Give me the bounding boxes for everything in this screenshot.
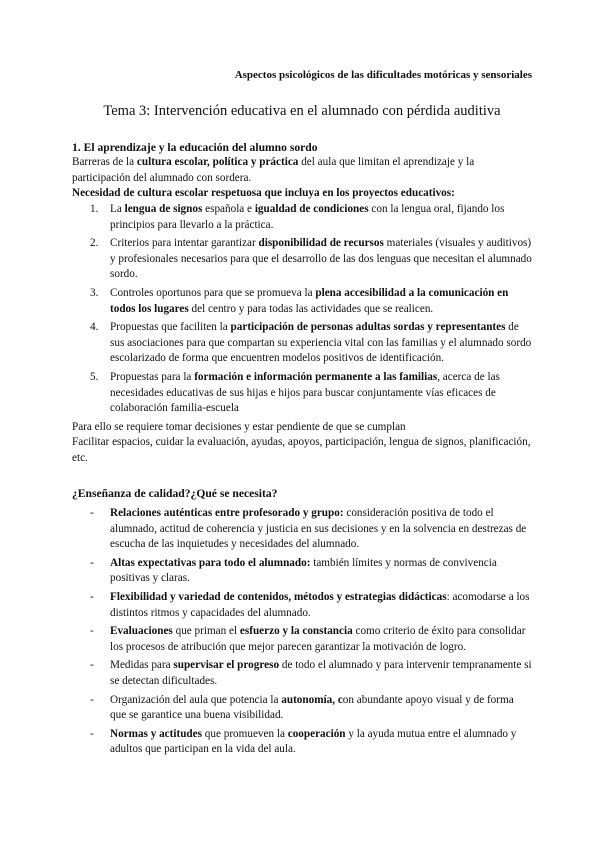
text-run: materiales (visuales y auditivos) y profesionales necesarios para que el desarrollo de las dos lenguas que necesitan el alumnado sordo. (110, 237, 532, 281)
text-run: que promueven la (201, 727, 288, 740)
list-item (72, 556, 532, 587)
list-number: 2. (90, 237, 99, 250)
text-run: del aula que limitan el aprendizaje y la participación del alumnado con sordera. (72, 156, 475, 184)
bold-text: plena accesibilidad a la comunicación en todos los lugares (110, 286, 509, 315)
text-run: Propuestas que faciliten la (110, 321, 231, 334)
text-run: Organización del aula que potencia la (110, 693, 282, 706)
bold-text: disponibilidad de recursos (258, 237, 384, 250)
dash-bullet: - (90, 659, 94, 672)
list-item (72, 370, 532, 417)
list-item (72, 236, 532, 283)
text-run: La (110, 202, 125, 215)
spacer (72, 466, 532, 486)
dash-bullet: - (90, 591, 94, 604)
bold-text: esfuerzo y la constancia (239, 625, 353, 638)
dash-bullet: - (90, 507, 94, 520)
text-run: : acomodarse a los distintos ritmos y capacidades del alumnado. (110, 591, 530, 619)
text-run: Barreras de la (72, 156, 137, 169)
text-run: consideración positiva de todo el alumnado, actitud de coherencia y justicia en sus decisiones y en la solvencia en destrezas de escucha de las inquietudes y necesidades del alumnado. (110, 507, 527, 551)
text-run: Criterios para intentar garantizar (110, 237, 259, 250)
text-run: on abundante apoyo visual y de forma que se garantice una buena visibilidad. (110, 693, 514, 722)
list-number: 5. (90, 370, 99, 383)
section-1-subheading: Necesidad de cultura escolar respetuosa que incluya en los proyectos educativos: (72, 187, 455, 200)
text-run: también límites y normas de convivencia positivas y claras. (110, 556, 497, 585)
bold-text: lengua de signos (124, 202, 203, 215)
text-run: de todo el alumnado y para intervenir tempranamente si se detectan dificultades. (110, 659, 532, 687)
list-item (72, 506, 532, 553)
bold-text: Evaluaciones (110, 625, 173, 638)
list-item (72, 202, 532, 233)
list-number: 4. (90, 321, 99, 334)
bold-text: Flexibilidad y variedad de contenidos, métodos y estrategias didácticas (110, 591, 447, 604)
list-item (72, 658, 532, 689)
list-item (72, 320, 532, 367)
text-run: de sus asociaciones para que compartan su experiencia vital con las familias y el alumnado sordo escolarizado de forma que encuentren modelos positivos de identificación. (110, 321, 532, 365)
running-header: Aspectos psicológicos de las dificultades motóricas y sensoriales (234, 69, 532, 81)
bold-text: cultura escolar, política y práctica (136, 156, 299, 169)
bold-text: cooperación (287, 727, 346, 740)
document-page (72, 68, 532, 761)
bold-text: autonomía, c (281, 693, 343, 706)
list-item (72, 286, 532, 317)
text-run: y la ayuda mutua entre el alumnado y adultos que participan en la vida del aula. (110, 727, 517, 756)
dash-bullet: - (90, 727, 94, 740)
bold-text: formación e información permanente a las familias (194, 370, 438, 383)
bold-text: igualdad de condiciones (254, 202, 369, 215)
text-run: española e (202, 202, 255, 215)
section-1-closing-1: Para ello se requiere tomar decisiones y estar pendiente de que se cumplan (72, 420, 406, 433)
text-run: Controles oportunos para que se promueva la (110, 286, 316, 299)
list-item (72, 727, 532, 758)
bold-text: Altas expectativas para todo el alumnado: (110, 556, 311, 569)
text-run: con la lengua oral, fijando los principios para llevarlo a la práctica. (110, 202, 505, 231)
section-1-intro (72, 155, 532, 186)
bold-text: participación de personas adultas sordas y representantes (230, 321, 506, 334)
text-run: , acerca de las necesidades educativas de sus hijas e hijos para buscar conjuntamente vías eficaces de colaboración familia-escuela (110, 370, 500, 415)
list-number: 3. (90, 286, 99, 299)
text-run: Propuestas para la (110, 370, 195, 383)
bold-text: Relaciones auténticas entre profesorado y grupo: (110, 507, 344, 520)
bold-text: supervisar el progreso (173, 659, 280, 672)
dash-bullet: - (90, 693, 94, 706)
dash-bullet: - (90, 556, 94, 569)
list-item (72, 590, 532, 621)
text-run: Medidas para (110, 659, 174, 672)
page-title: Tema 3: Intervención educativa en el alumnado con pérdida auditiva (103, 102, 501, 119)
section-1-heading: 1. El aprendizaje y la educación del alumno sordo (72, 140, 318, 154)
text-run: como criterio de éxito para consolidar los procesos de atribución que mejor parecen garantizar la motivación de logro. (110, 625, 526, 653)
list-item (72, 624, 532, 655)
section-2-heading: ¿Enseñanza de calidad?¿Qué se necesita? (72, 487, 278, 501)
section-1-closing-2: Facilitar espacios, cuidar la evaluación, ayudas, apoyos, participación, lengua de signos, planificación, etc. (72, 436, 531, 464)
list-number: 1. (90, 202, 99, 215)
text-run: del centro y para todas las actividades que se realicen. (188, 302, 434, 315)
text-run: que priman el (172, 625, 240, 638)
section-1-list (72, 202, 532, 417)
section-2-list (72, 506, 532, 758)
bold-text: Normas y actitudes (110, 727, 202, 740)
list-item (72, 693, 532, 724)
dash-bullet: - (90, 625, 94, 638)
